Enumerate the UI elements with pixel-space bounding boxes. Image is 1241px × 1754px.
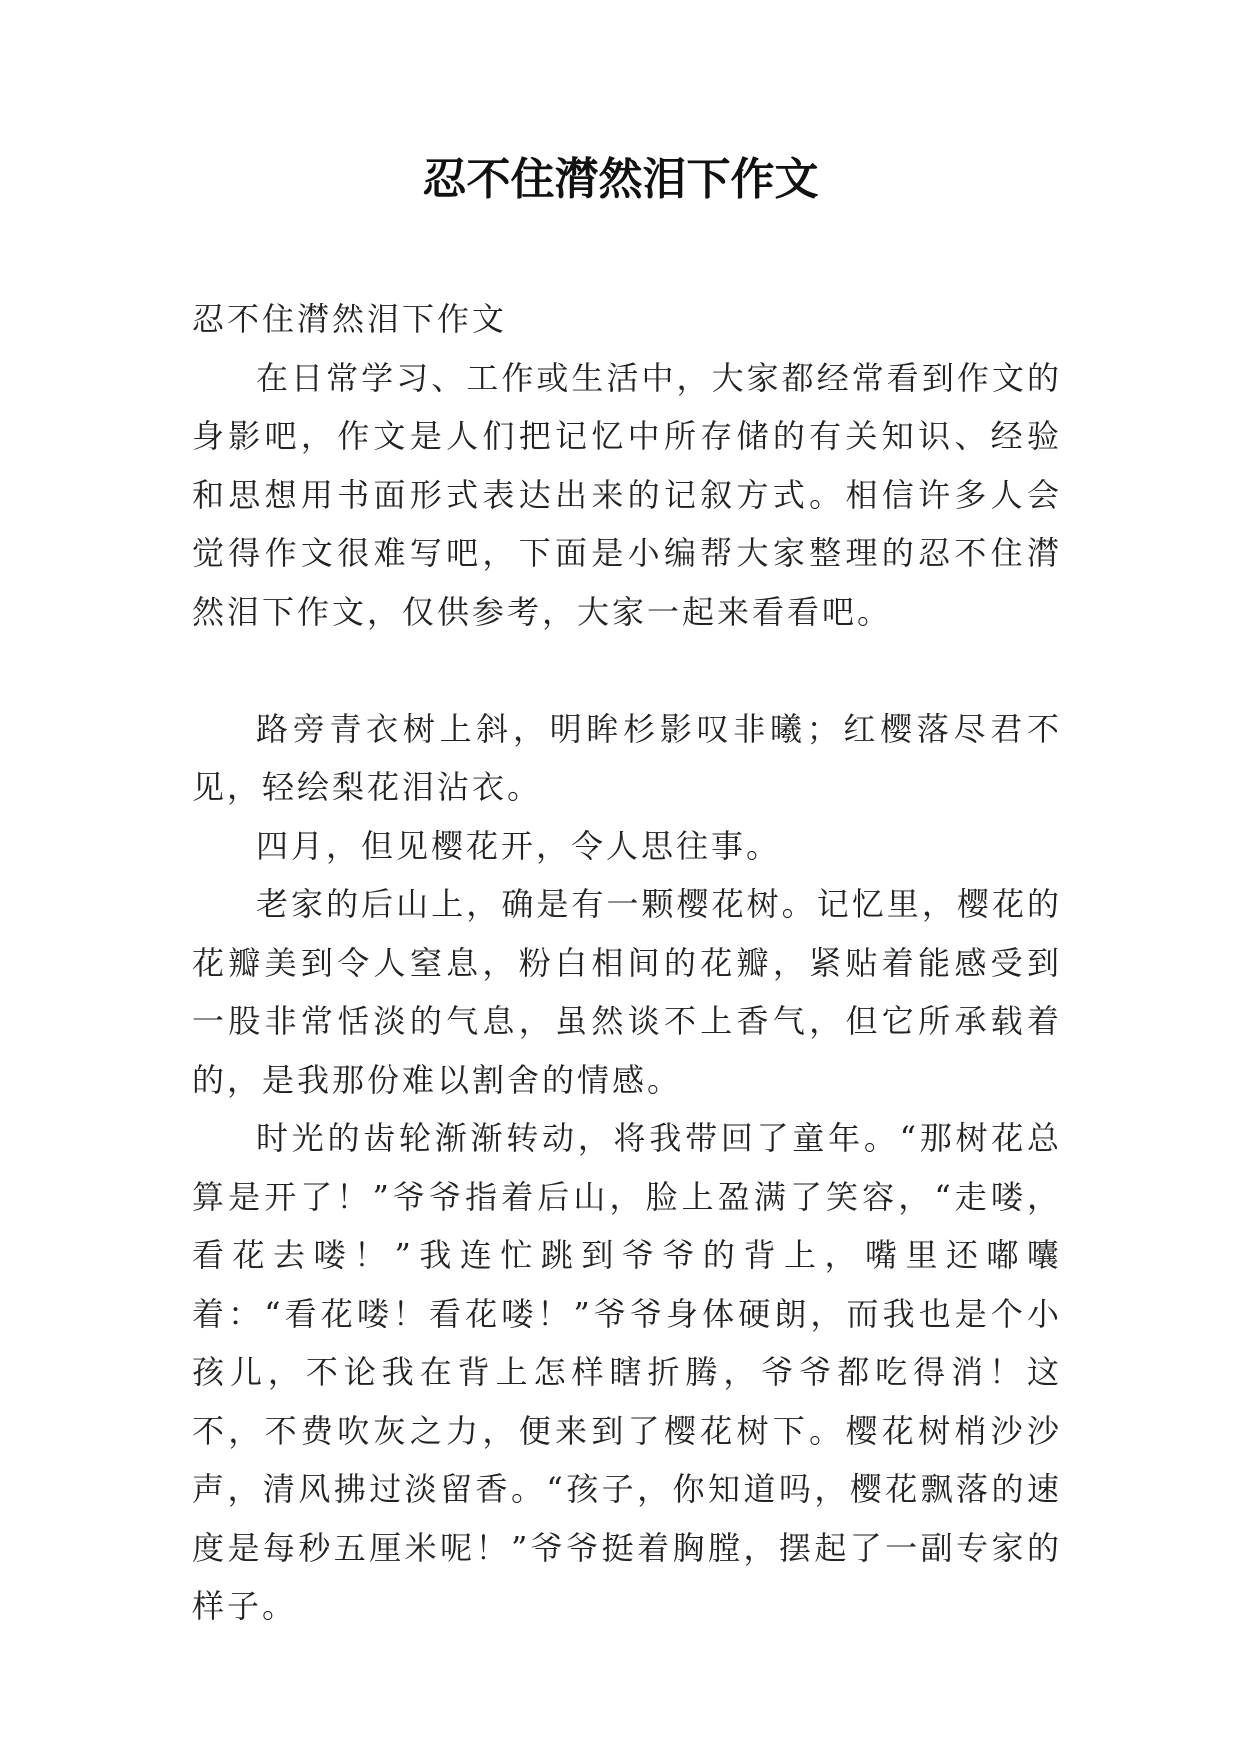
paragraph-poem: 路旁青衣树上斜，明眸杉影叹非曦；红樱落尽君不见，轻绘梨花泪沾衣。 [192,709,1062,806]
paragraph-childhood: 时光的齿轮渐渐转动，将我带回了童年。“那树花总算是开了！”爷爷指着后山，脸上盈满了笑容，“走喽，看花去喽！”我连忙跳到爷爷的背上，嘴里还嘟囔着：“看花喽！看花喽！”爷爷身体硬朗，而我也是个小孩儿，不论我在背上怎样瞎折腾，爷爷都吃得消！这不，不费吹灰之力，便来到了樱花树下。樱花树梢沙沙声，清风拂过淡留香。“孩子，你知道吗，樱花飘落的速度是每秒五厘米呢！”爷爷挺着胸膛，摆起了一副专家的样子。 [192,1119,1062,1625]
document-body [192,290,1062,1636]
document-title: 忍不住潸然泪下作文 [422,154,819,205]
blank-line [192,641,1062,700]
document-subtitle: 忍不住潸然泪下作文 [192,300,508,338]
paragraph-april: 四月，但见樱花开，令人思往事。 [256,826,782,865]
paragraph-cherry-tree: 老家的后山上，确是有一颗樱花树。记忆里，樱花的花瓣美到令人窒息，粉白相间的花瓣，紧贴着能感受到一股非常恬淡的气息，虽然谈不上香气，但它所承载着的，是我那份难以割舍的情感。 [192,885,1062,1099]
paragraph-intro: 在日常学习、工作或生活中，大家都经常看到作文的身影吧，作文是人们把记忆中所存储的有关知识、经验和思想用书面形式表达出来的记叙方式。相信许多人会觉得作文很难写吧，下面是小编帮大家整理的忍不住潸然泪下作文，仅供参考，大家一起来看看吧。 [192,358,1062,631]
